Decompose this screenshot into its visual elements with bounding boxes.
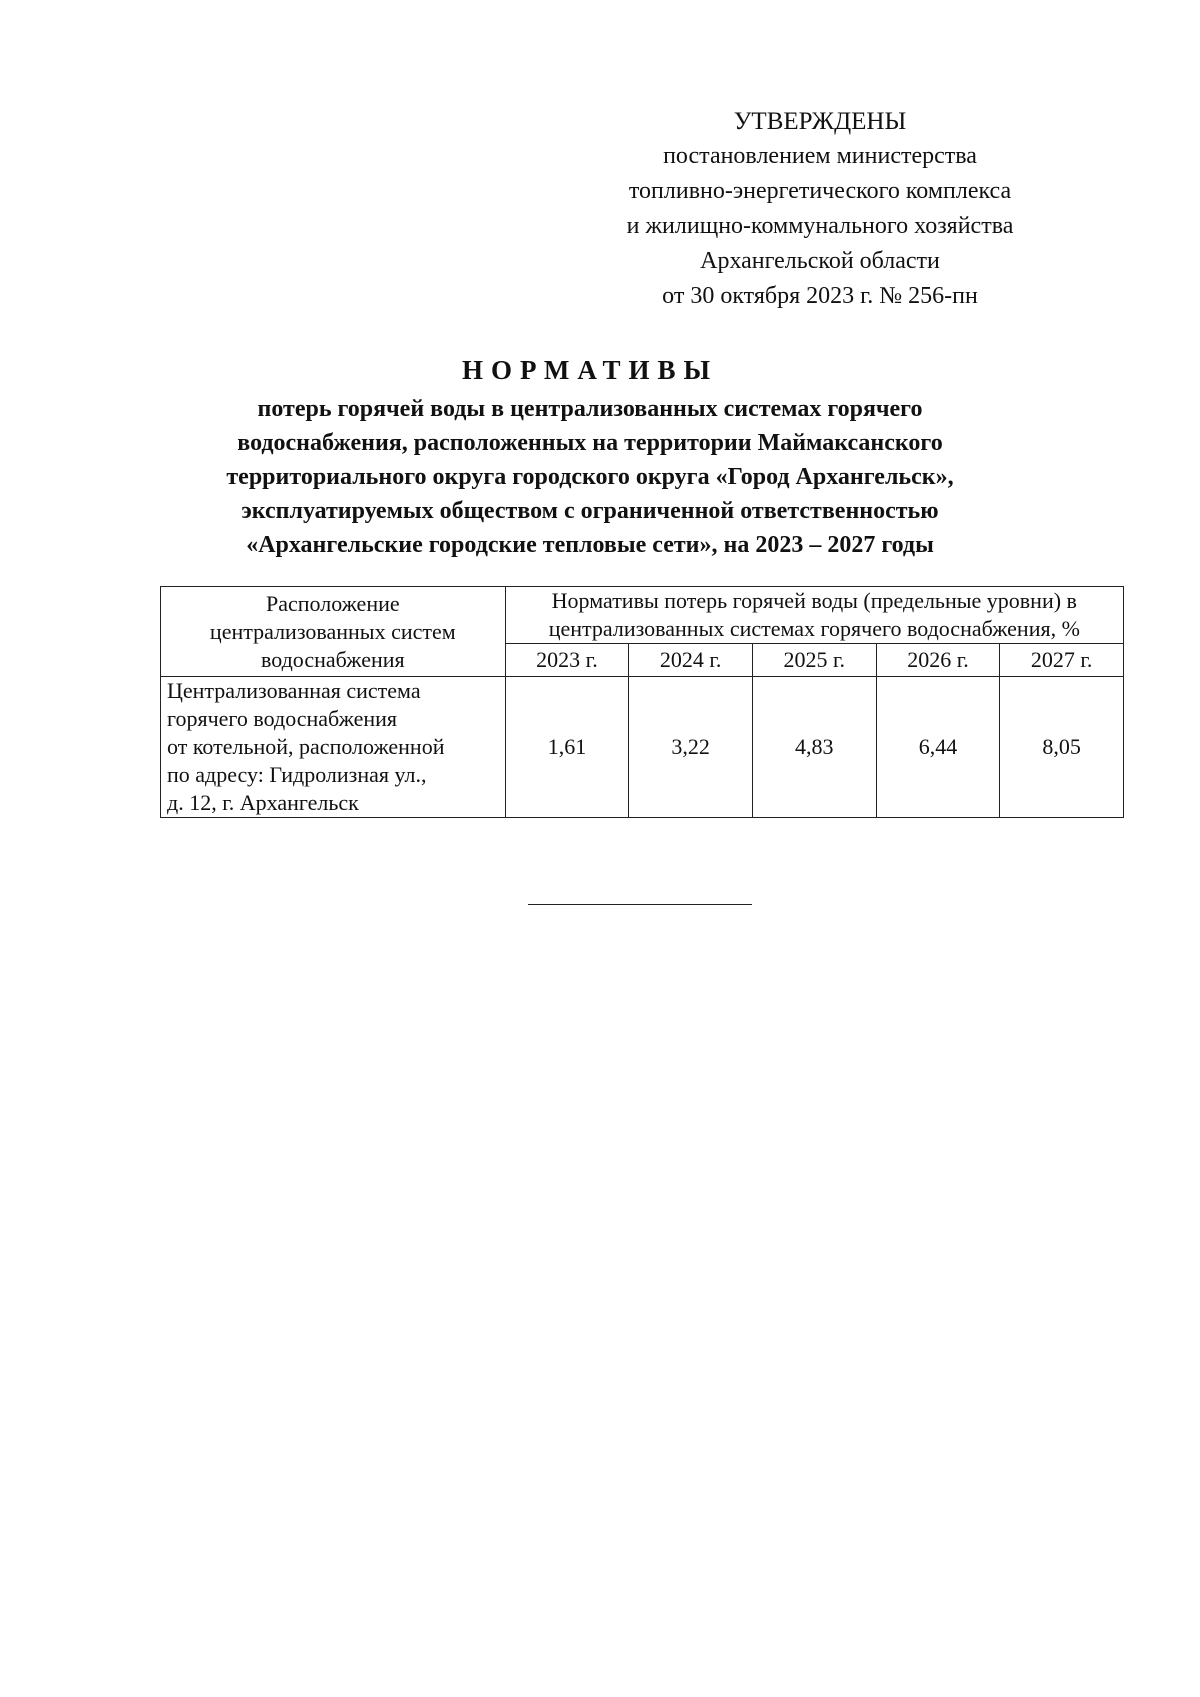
location-line: от котельной, расположенной xyxy=(167,734,445,759)
subtitle-line: территориального округа городского округа «Город Архангельск», xyxy=(226,464,954,490)
location-line: д. 12, г. Архангельск xyxy=(167,790,359,815)
document-subtitle xyxy=(140,392,1040,562)
value-cell-2026: 6,44 xyxy=(876,677,1000,818)
document-title: НОРМАТИВЫ xyxy=(461,355,719,385)
subtitle-line: «Архангельские городские тепловые сети», на 2023 – 2027 годы xyxy=(246,532,934,558)
approval-line: постановлением министерства xyxy=(663,143,977,169)
approval-line: и жилищно-коммунального хозяйства xyxy=(626,213,1014,239)
location-line: Централизованная система xyxy=(167,678,421,703)
approval-line: топливно-энергетического комплекса xyxy=(628,178,1012,204)
location-column-header xyxy=(161,587,506,677)
norms-column-header: Нормативы потерь горячей воды (предельные уровни) в централизованных системах горячего водоснабжения, % xyxy=(505,587,1123,644)
location-line: горячего водоснабжения xyxy=(167,706,398,731)
header-line: централизованных систем xyxy=(209,618,456,644)
approval-date: от 30 октября 2023 г. № 256-пн xyxy=(662,283,978,309)
year-header: 2026 г. xyxy=(876,644,1000,677)
approval-line: Архангельской области xyxy=(700,248,940,274)
year-header: 2024 г. xyxy=(629,644,753,677)
header-line: водоснабжения xyxy=(260,646,405,672)
location-cell xyxy=(161,677,506,818)
value-cell-2025: 4,83 xyxy=(752,677,876,818)
closing-rule xyxy=(528,904,752,905)
subtitle-line: эксплуатируемых обществом с ограниченной ответственностью xyxy=(241,498,939,524)
year-header: 2027 г. xyxy=(1000,644,1124,677)
header-line: Расположение xyxy=(265,590,400,616)
year-header: 2023 г. xyxy=(505,644,629,677)
year-header: 2025 г. xyxy=(752,644,876,677)
subtitle-line: потерь горячей воды в централизованных системах горячего xyxy=(257,396,923,422)
value-cell-2024: 3,22 xyxy=(629,677,753,818)
table-row xyxy=(161,677,1124,818)
approval-heading: УТВЕРЖДЕНЫ xyxy=(733,108,907,135)
value-cell-2027: 8,05 xyxy=(1000,677,1124,818)
norms-table xyxy=(160,586,1124,818)
approval-block xyxy=(590,104,1050,314)
value-cell-2023: 1,61 xyxy=(505,677,629,818)
location-line: по адресу: Гидролизная ул., xyxy=(167,762,427,787)
subtitle-line: водоснабжения, расположенных на территории Маймаксанского xyxy=(237,430,943,456)
table-header-row xyxy=(161,587,1124,644)
